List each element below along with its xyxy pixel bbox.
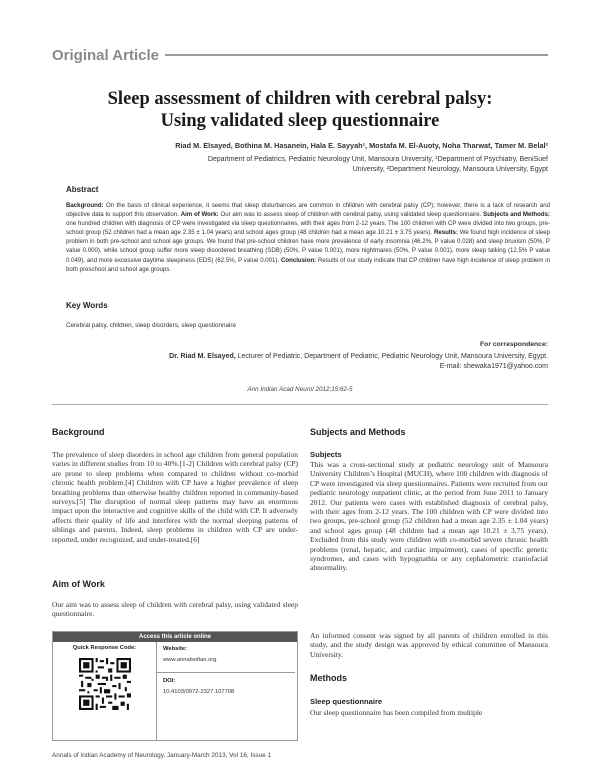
abstract-conclusion-label: Conclusion: <box>280 256 317 264</box>
keywords-text: Cerebral palsy, children, sleep disorders, sleep questionnaire <box>66 322 236 329</box>
correspondence-name: Dr. Riad M. Elsayed, <box>169 353 236 360</box>
subjects-methods-heading: Subjects and Methods <box>310 427 406 437</box>
article-title <box>60 88 540 132</box>
abstract-aim-text: Our aim was to assess sleep of children with cerebral palsy, using validated sleep questionnaire. <box>218 211 484 219</box>
qr-panel <box>53 642 157 740</box>
author-list: Riad M. Elsayed, Bothina M. Hasanein, Hala E. Sayyah¹, Mostafa M. El-Auoty, Noha Tharwat, Tamer M. Belal² <box>175 141 548 150</box>
title-line-1: Sleep assessment of children with cerebral palsy: <box>107 89 493 109</box>
access-box-header: Access this article online <box>53 632 297 642</box>
abstract-background-text: On the basis of clinical experience, it seems that sleep disturbances are common in children with cerebral palsy (CP); however, there is a lack of research and objective data to support this observation. <box>66 202 550 219</box>
affiliations <box>52 155 548 175</box>
affiliation-line-1: Department of Pediatrics, Pediatric Neurology Unit, Mansoura University, ¹Department of Psychiatry, BeniSuef <box>207 156 548 163</box>
affiliation-line-2: University, ²Department Neurology, Mansoura University, Egypt <box>352 166 548 173</box>
abstract-conclusion-text: Results of our study indicate that CP children have high incidence of sleep problem in both preschool and school age groups. <box>66 256 550 273</box>
article-type-header <box>52 44 548 66</box>
website-label: Website: <box>163 646 188 652</box>
header-rule <box>165 54 548 56</box>
access-divider <box>157 672 295 673</box>
abstract-results-text: We found high incidence of sleep problem in both pre-school and school age groups. We found that pre-school children have more prevalence of early insomnia (46.2%, P value 0.028) and sleep bruxism (50%, P value 0.000), while school group suffer more sleep disordered breathing (SDB) (50%, P value 0.001), more nightmares (50%, P value 0.001), more sleep talking (12.5% P value 0.049), and more excessive daytime sleepiness (EDS) (62.5%, P value 0.001). <box>66 229 550 264</box>
background-text: The prevalence of sleep disorders in school age children from general population varies in different studies from 10 to 40%.[1-2] Children with cerebral palsy (CP) are prone to sleep problems when compared to children without co-morbid chronic health problem.[4] Children with CP have a higher prevalence of sleep breathing problems than otherwise healthy children reported in community-based surveys.[5] The disruption of normal sleep patterns may have an enormous impact upon the interactive and cognitive skills of the child with CP. It adversely affects their quality of life and interferes with the normal sleeping patterns of siblings and parents. Indeed, sleep problems in children with CP are under-reported, under recognized, and under-treated.[6] <box>52 450 298 544</box>
article-type-label: Original Article <box>52 46 159 64</box>
access-article-box <box>52 631 298 741</box>
aim-text: Our aim was to assess sleep of children with cerebral palsy, using validated sleep questionnaire. <box>52 600 298 619</box>
correspondence-email[interactable]: E-mail: shewaka1971@yahoo.com <box>439 363 548 370</box>
website-link[interactable]: www.annalsofian.org <box>163 657 217 663</box>
subjects-subheading: Subjects <box>310 450 342 459</box>
correspondence-heading: For correspondence: <box>480 341 548 348</box>
section-divider <box>52 404 548 405</box>
keywords-heading: Key Words <box>66 301 108 310</box>
journal-footer: Annals of Indian Academy of Neurology, January-March 2013, Vol 16, Issue 1 <box>52 752 272 759</box>
abstract-background-label: Background: <box>66 202 104 209</box>
doi-label: DOI: <box>163 678 176 684</box>
methods-heading: Methods <box>310 673 347 683</box>
citation-line: Ann Indian Acad Neurol 2012;15:62-5 <box>247 386 353 393</box>
sleep-questionnaire-subheading: Sleep questionnaire <box>310 697 383 706</box>
abstract-methods-label: Subjects and Methods: <box>483 211 550 219</box>
consent-text: An informed consent was signed by all parents of children enrolled in this study, and the study design was approved by ethical committee of Mansoura University. <box>310 631 548 659</box>
qr-code-icon[interactable] <box>79 658 131 710</box>
abstract-heading: Abstract <box>66 185 99 194</box>
aim-heading: Aim of Work <box>52 579 105 589</box>
subjects-text: This was a cross-sectional study at pediatric neurology unit of Mansoura University Children’s Hospital (MUCH), where 100 children with diagnosis of CP were investigated via sleep questionnaires. Patients were recruited from our pediatric neurology outpatient clinic, at the period from June 2011 to January 2012. Our patients were cases with established diagnosis of cerebral palsy, with their ages from 2-12 years. The 100 children with CP were divided into two groups, pre-school group (52 children had a mean age 2.35 ± 1.04 years) and school ages group (48 children had a mean age 10.21 ± 3.75 years). Excluded from this study were children with co-morbid severe chronic health problems (renal, hepatic, and cardiac impairment), cases of specific genetic syndromes, and cases with hypognathia or any cephalometric craniofacial abnormality. <box>310 460 548 573</box>
sleep-questionnaire-text: Our sleep questionnaire has been compiled from multiple <box>310 708 483 717</box>
access-links <box>163 646 295 695</box>
abstract-body <box>66 201 550 274</box>
correspondence-details <box>52 352 548 372</box>
title-line-2: Using validated sleep questionnaire <box>160 111 440 131</box>
background-heading: Background <box>52 427 105 437</box>
abstract-results-label: Results: <box>433 229 458 237</box>
correspondence-address: Lecturer of Pediatric, Department of Pediatric, Pediatric Neurology Unit, Mansoura University, Egypt. <box>235 353 548 360</box>
doi-link[interactable]: 10.4103/0972-2327.107708 <box>163 689 235 695</box>
qr-label: Quick Response Code: <box>72 645 137 651</box>
abstract-aim-label: Aim of Work: <box>180 211 219 219</box>
abstract-methods-text: one hundred children with diagnosis of CP were investigated via sleep questionnaires, with their ages from 2-12 years. The 100 children with CP were divided into two groups, pre-school group (52 children had a mean age 2.35 ± 1.04 years) and school ages group (48 children had a mean age 10.21 ± 3.75 years). <box>66 220 550 237</box>
